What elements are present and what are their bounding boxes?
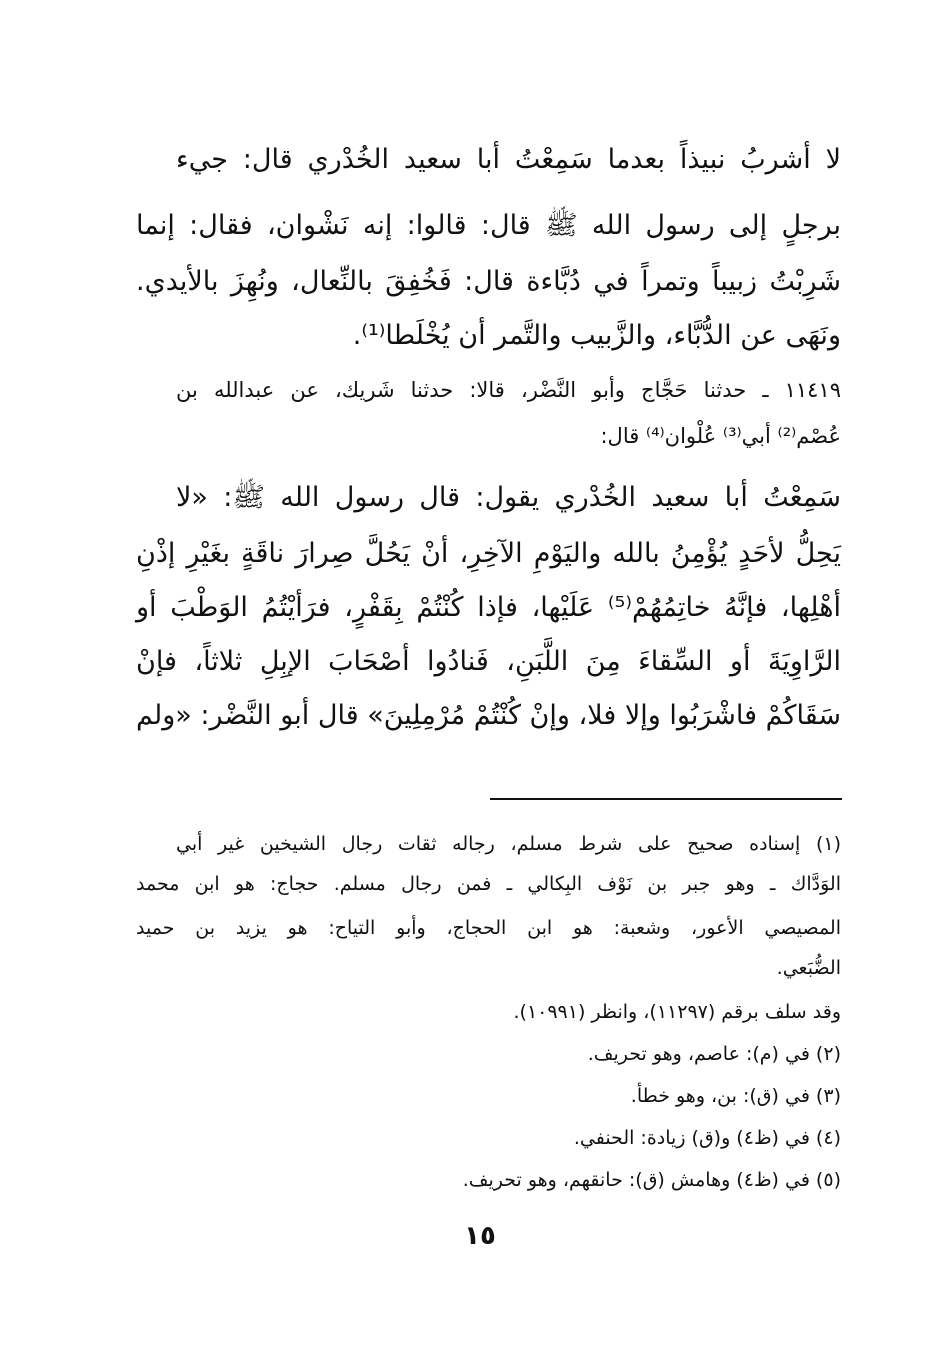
main-text-line-3: شَرِبْتُ زبيباً وتمراً في دُبَّاءة قال: فَخُفِقَ بالنِّعال، ونُهِزَ بالأيدي.	[136, 266, 841, 297]
footnote-1-extra: وقد سلف برقم (١١٢٩٧)، وانظر (١٠٩٩١).	[513, 1001, 841, 1023]
footnote-1-line-4: الضُّبَعي.	[776, 957, 841, 979]
page-number: ١٥	[464, 1221, 496, 1251]
footnote-3: (٣) في (ق): بن، وهو خطأ.	[630, 1085, 841, 1107]
footnote-4: (٤) في (ظ٤) و(ق) زيادة: الحنفي.	[573, 1127, 841, 1149]
footnote-1-line-1: (١) إسناده صحيح على شرط مسلم، رجاله ثقات رجال الشيخين غير أبي	[176, 833, 841, 855]
narration-line-4: الرَّاوِيَةَ أو السِّقاءَ مِنَ اللَّبَنِ، فَنادُوا أصْحَابَ الإبِلِ ثلاثاً، فإنْ	[136, 646, 841, 677]
main-text-line-4: ونَهَى عن الدُّبَّاء، والزَّبيب والتَّمر أن يُخْلَطا⁽¹⁾.	[352, 320, 841, 351]
hadith-isnad-line-1: ١١٤١٩ ـ حدثنا حَجَّاج وأبو النَّضْر، قالا: حدثنا شَريك، عن عبدالله بن	[176, 378, 841, 402]
narration-line-3: أهْلِها، فإنَّهُ خاتِمُهُمْ⁽⁵⁾ عَلَيْها، فإذا كُنْتُمْ بِقَفْرٍ، فرَأيْتُمُ الوَطْبَ أو	[136, 592, 841, 623]
narration-line-2: يَحِلُّ لأحَدٍ يُؤْمِنُ بالله واليَوْمِ الآخِرِ، أنْ يَحُلَّ صِرارَ ناقَةٍ بغَيْرِ إذْنِ	[136, 538, 841, 569]
hadith-isnad-line-2: عُصْم⁽²⁾ أبي⁽³⁾ عُلْوان⁽⁴⁾ قال:	[600, 424, 841, 448]
narration-line-1: سَمِعْتُ أبا سعيد الخُدْري يقول: قال رسول الله ﷺ: «لا	[176, 482, 841, 513]
main-text-line-2: برجلٍ إلى رسول الله ﷺ قال: قالوا: إنه نَشْوان، فقال: إنما	[136, 210, 841, 241]
footnote-1-line-2: الوَدَّاك ـ وهو جبر بن نَوْف البِكالي ـ فمن رجال مسلم. حجاج: هو ابن محمد	[136, 873, 841, 895]
footnote-1-line-3: المصيصي الأعور، وشعبة: هو ابن الحجاج، وأبو التياح: هو يزيد بن حميد	[136, 917, 841, 939]
footnote-5: (٥) في (ظ٤) وهامش (ق): حانقهم، وهو تحريف.	[462, 1169, 841, 1191]
main-text-line-1: لا أشربُ نبيذاً بعدما سَمِعْتُ أبا سعيد الخُدْري قال: جيء	[176, 144, 841, 175]
narration-line-5: سَقَاكُمْ فاشْرَبُوا وإلا فلا، وإنْ كُنْتُمْ مُرْمِلِينَ» قال أبو النَّضْر: «ولم	[136, 700, 841, 731]
footnote-separator	[490, 798, 842, 800]
footnote-2: (٢) في (م): عاصم، وهو تحريف.	[587, 1043, 841, 1065]
